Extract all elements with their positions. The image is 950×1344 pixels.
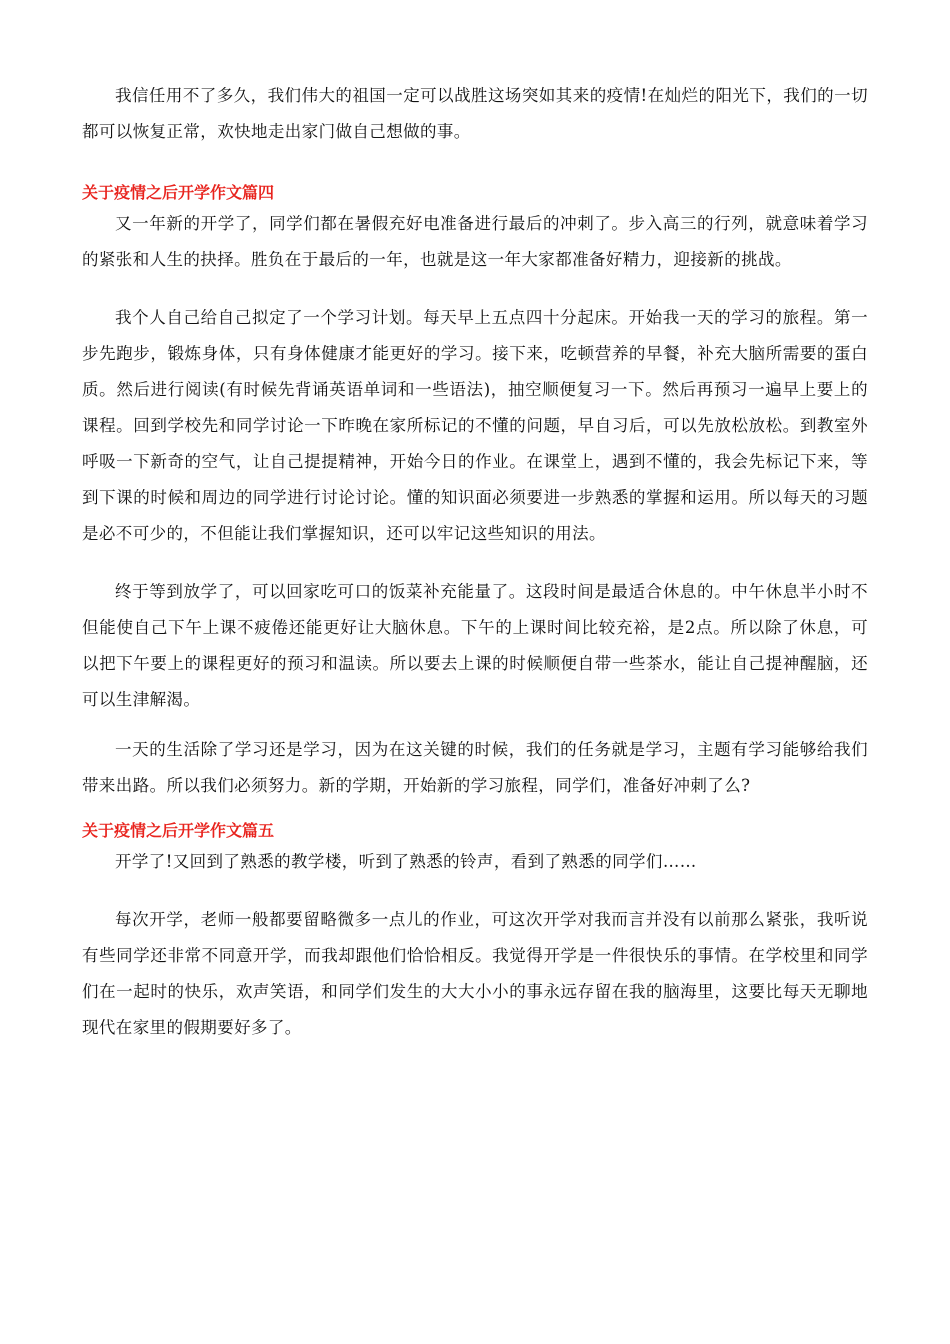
heading-essay-5: 关于疫情之后开学作文篇五 <box>82 821 275 840</box>
paragraph-5-2: 每次开学，老师一般都要留略微多一点儿的作业，可这次开学对我而言并没有以前那么紧张，我听说有些同学还非常不同意开学，而我却跟他们恰恰相反。我觉得开学是一件很快乐的事情。在学校里和同学们在一起时的快乐，欢声笑语，和同学们发生的大大小小的事永远存留在我的脑海里，这要比每天无聊地现代在家里的假期要好多了。 <box>82 910 868 1037</box>
heading-essay-4: 关于疫情之后开学作文篇四 <box>82 183 275 202</box>
paragraph-5-1: 开学了!又回到了熟悉的教学楼，听到了熟悉的铃声，看到了熟悉的同学们…… <box>115 852 697 871</box>
paragraph-4-4: 一天的生活除了学习还是学习，因为在这关键的时候，我们的任务就是学习，主题有学习能够给我们带来出路。所以我们必须努力。新的学期，开始新的学习旅程，同学们，准备好冲刺了么? <box>82 740 868 795</box>
document-page <box>82 78 868 1046</box>
paragraph-intro: 我信任用不了多久，我们伟大的祖国一定可以战胜这场突如其来的疫情!在灿烂的阳光下，我们的一切都可以恢复正常，欢快地走出家门做自己想做的事。 <box>82 86 868 141</box>
paragraph-4-1: 又一年新的开学了，同学们都在暑假充好电准备进行最后的冲刺了。步入高三的行列，就意味着学习的紧张和人生的抉择。胜负在于最后的一年，也就是这一年大家都准备好精力，迎接新的挑战。 <box>82 214 868 269</box>
paragraph-4-2: 我个人自己给自己拟定了一个学习计划。每天早上五点四十分起床。开始我一天的学习的旅程。第一步先跑步，锻炼身体，只有身体健康才能更好的学习。接下来，吃顿营养的早餐，补充大脑所需要的蛋白质。然后进行阅读(有时候先背诵英语单词和一些语法)，抽空顺便复习一下。然后再预习一遍早上要上的课程。回到学校先和同学讨论一下昨晚在家所标记的不懂的问题，早自习后，可以先放松放松。到教室外呼吸一下新奇的空气，让自己提提精神，开始今日的作业。在课堂上，遇到不懂的，我会先标记下来，等到下课的时候和周边的同学进行讨论讨论。懂的知识面必须要进一步熟悉的掌握和运用。所以每天的习题是必不可少的，不但能让我们掌握知识，还可以牢记这些知识的用法。 <box>82 308 868 543</box>
paragraph-4-3: 终于等到放学了，可以回家吃可口的饭菜补充能量了。这段时间是最适合休息的。中午休息半小时不但能使自己下午上课不疲倦还能更好让大脑休息。下午的上课时间比较充裕，是2点。所以除了休息，可以把下午要上的课程更好的预习和温读。所以要去上课的时候顺便自带一些茶水，能让自己提神醒脑，还可以生津解渴。 <box>82 582 868 709</box>
